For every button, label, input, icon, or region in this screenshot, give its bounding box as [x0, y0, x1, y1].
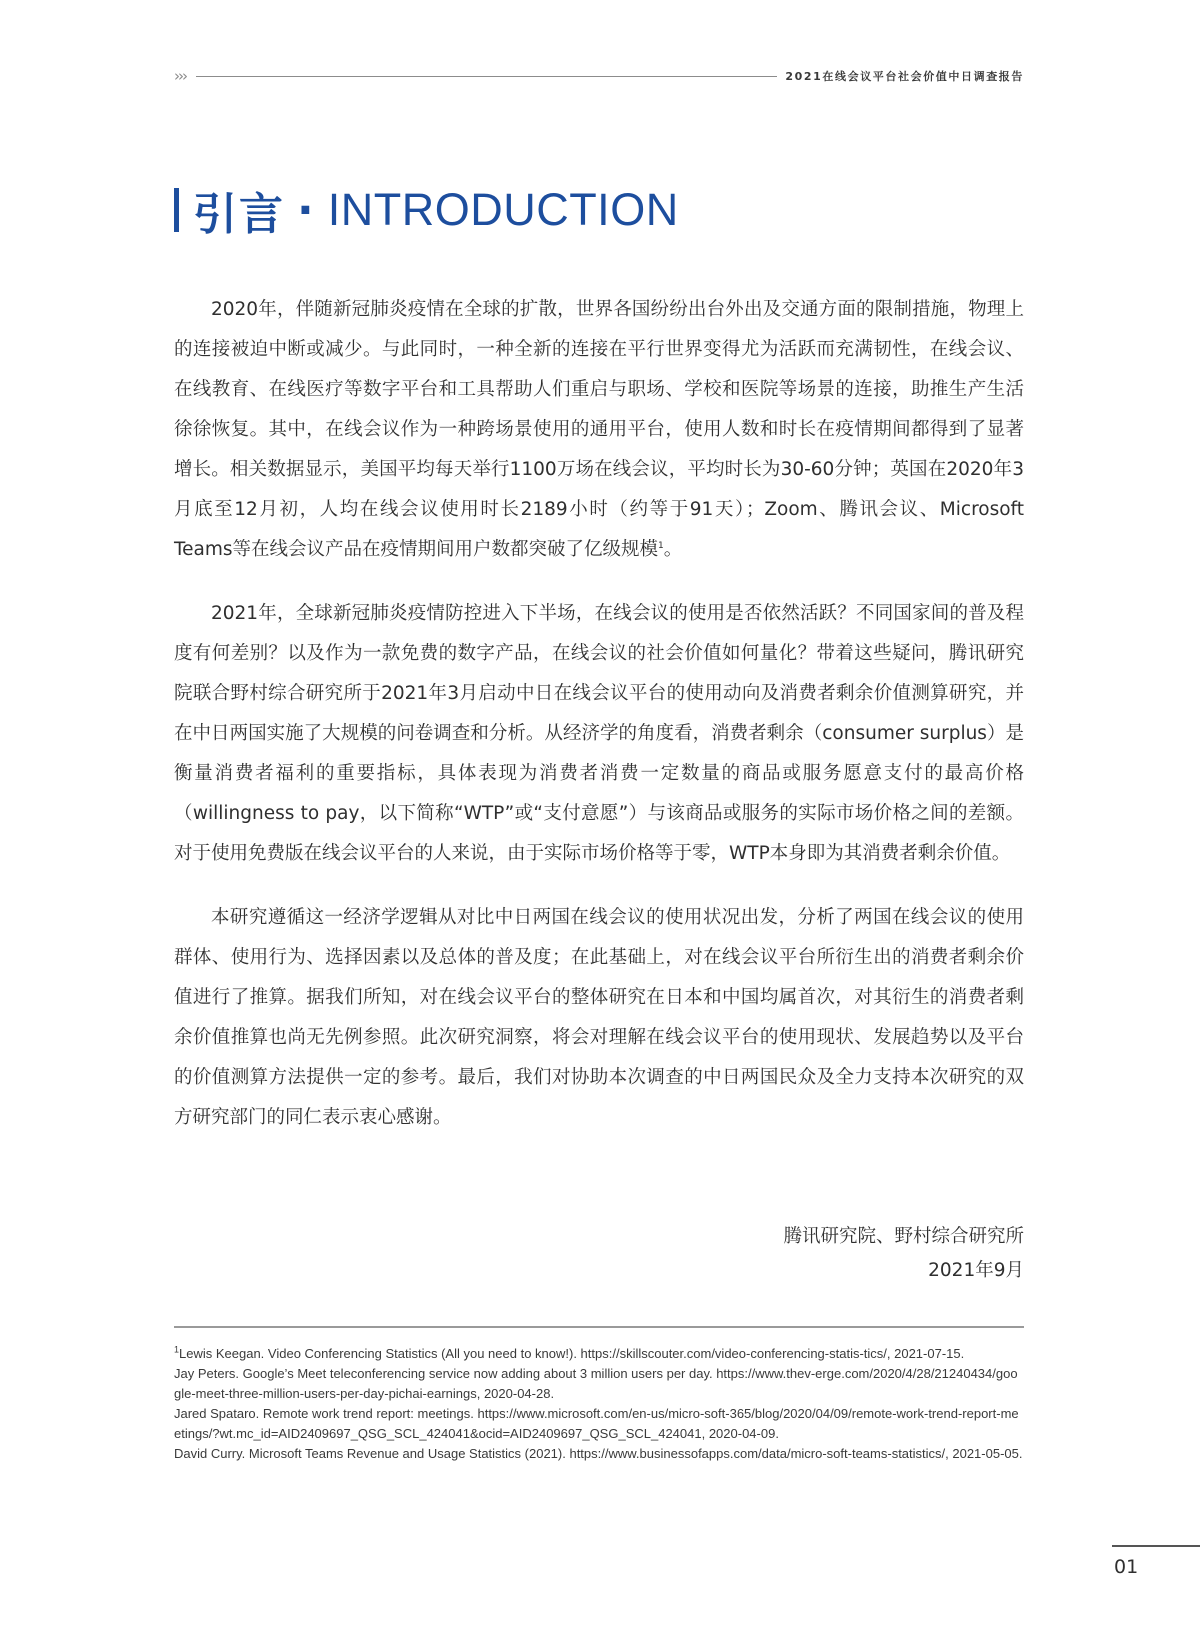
- paragraph-1: [174, 290, 1024, 570]
- footnote-4: David Curry. Microsoft Teams Revenue and Usage Statistics (2021). https://www.businessofapps.com/data/micro-soft-teams-statistics/, 2021-05-05.: [174, 1446, 1023, 1461]
- header-rule: [196, 76, 777, 77]
- report-title: 2021在线会议平台社会价值中日调查报告: [785, 70, 1024, 83]
- footnote-1: [174, 1344, 1024, 1364]
- footnote-1-text: Lewis Keegan. Video Conferencing Statistics (All you need to know!). https://skillscouter.com/video-conferencing-statis-tics/, 2021-07-15.: [179, 1346, 965, 1361]
- footnote-marker: 1: [174, 1344, 180, 1355]
- footnote-ref: 1: [658, 540, 664, 551]
- title-separator: ·: [297, 184, 314, 236]
- title-english: INTRODUCTION: [327, 184, 679, 235]
- signature-authors: 腾讯研究院、野村综合研究所: [783, 1226, 1024, 1247]
- page-number-rule: [1112, 1545, 1200, 1547]
- signature-date: 2021年9月: [928, 1260, 1024, 1281]
- section-title: [174, 180, 679, 240]
- paragraph-3: 本研究遵循这一经济学逻辑从对比中日两国在线会议的使用状况出发，分析了两国在线会议的使用群体、使用行为、选择因素以及总体的普及度；在此基础上，对在线会议平台所衍生出的消费者剩余价值进行了推算。据我们所知，对在线会议平台的整体研究在日本和中国均属首次，对其衍生的消费者剩余价值推算也尚无先例参照。此次研究洞察，将会对理解在线会议平台的使用现状、发展趋势以及平台的价值测算方法提供一定的参考。最后，我们对协助本次调查的中日两国民众及全力支持本次研究的双方研究部门的同仁表示衷心感谢。: [174, 907, 1024, 1128]
- signature: [783, 1220, 1024, 1288]
- footnote-rule: [174, 1326, 1024, 1328]
- chevrons-icon: ›››: [174, 67, 186, 85]
- title-accent-bar: [174, 188, 179, 232]
- paragraph-2: 2021年，全球新冠肺炎疫情防控进入下半场，在线会议的使用是否依然活跃？不同国家间的普及程度有何差别？以及作为一款免费的数字产品，在线会议的社会价值如何量化？带着这些疑问，腾讯研究院联合野村综合研究所于2021年3月启动中日在线会议平台的使用动向及消费者剩余价值测算研究，并在中日两国实施了大规模的问卷调查和分析。从经济学的角度看，消费者剩余（consumer surplus）是衡量消费者福利的重要指标，具体表现为消费者消费一定数量的商品或服务愿意支付的最高价格（willingness to pay，以下简称“WTP”或“支付意愿”）与该商品或服务的实际市场价格之间的差额。对于使用免费版在线会议平台的人来说，由于实际市场价格等于零，WTP本身即为其消费者剩余价值。: [174, 603, 1024, 864]
- paragraph-1-end: 。: [663, 539, 683, 560]
- footnote-2: Jay Peters. Google’s Meet teleconferencing service now adding about 3 million users per day. https://www.thev-erge.com/2020/4/28/21240434/google-meet-three-million-users-per-day-pichai-earnings, 2020-04-28.: [174, 1366, 1018, 1401]
- footnotes: [174, 1344, 1024, 1464]
- title-chinese: 引言: [193, 189, 285, 240]
- paragraph-1-text: 2020年，伴随新冠肺炎疫情在全球的扩散，世界各国纷纷出台外出及交通方面的限制措施，物理上的连接被迫中断或减少。与此同时，一种全新的连接在平行世界变得尤为活跃而充满韧性，在线会议、在线教育、在线医疗等数字平台和工具帮助人们重启与职场、学校和医院等场景的连接，助推生产生活徐徐恢复。其中，在线会议作为一种跨场景使用的通用平台，使用人数和时长在疫情期间都得到了显著增长。相关数据显示，美国平均每天举行1100万场在线会议，平均时长为30-60分钟；英国在2020年3月底至12月初，人均在线会议使用时长2189小时（约等于91天）；Zoom、腾讯会议、Microsoft Teams等在线会议产品在疫情期间用户数都突破了亿级规模: [174, 299, 1024, 560]
- page-number: 01: [1114, 1556, 1139, 1578]
- footnote-3: Jared Spataro. Remote work trend report: meetings. https://www.microsoft.com/en-us/micro-soft-365/blog/2020/04/09/remote-work-trend-report-meetings/?wt.mc_id=AID2409697_QSG_SCL_424041&ocid=AID2409697_QSG_SCL_424041, 2020-04-09.: [174, 1406, 1019, 1441]
- running-header: [174, 62, 1024, 90]
- body-text: [174, 290, 1024, 1162]
